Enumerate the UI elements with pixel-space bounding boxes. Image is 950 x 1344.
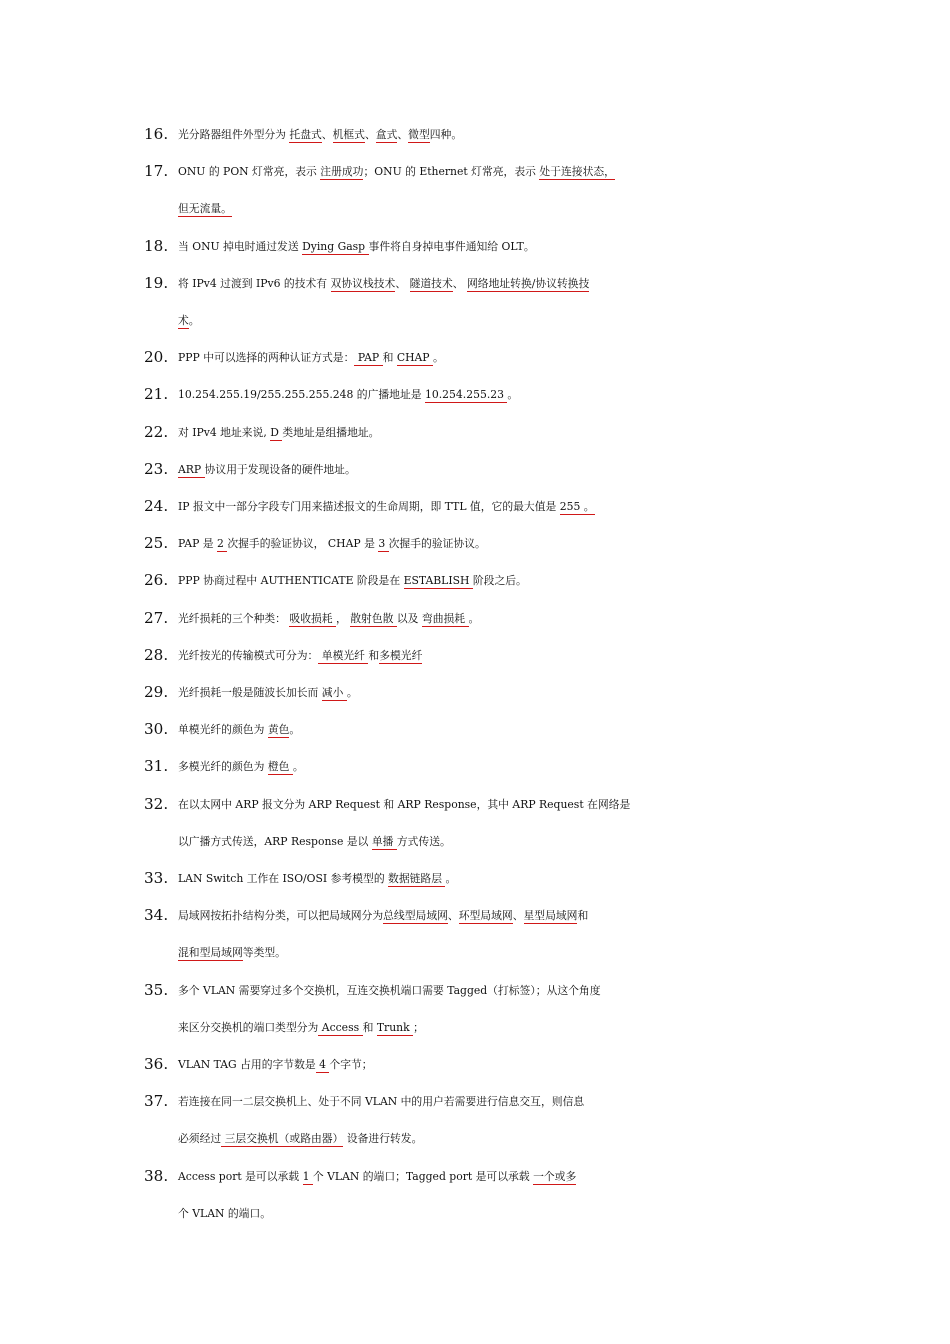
question-number: 20. [144, 348, 169, 367]
answer-blank: 255 。 [559, 500, 595, 514]
question-item [144, 748, 808, 785]
answer-blank: 网络地址转换/协议转换技 [466, 276, 590, 290]
answer-blank: ESTABLISH [403, 574, 473, 588]
question-text: 。 [433, 351, 444, 365]
question-line [144, 376, 808, 413]
answer-blank: 处于连接状态， [539, 165, 615, 179]
question-text: 若连接在同一二层交换机上、处于不同 VLAN 中的用户若需要进行信息交互，则信息 [178, 1095, 585, 1109]
question-text: PAP 是 [178, 537, 217, 551]
question-text: 个字节； [329, 1058, 373, 1072]
question-text: 对 IPv4 地址来说, [178, 425, 271, 439]
question-item [144, 600, 808, 637]
question-text: 和 [577, 909, 589, 923]
question-item [144, 451, 808, 488]
question-number: 28. [144, 645, 169, 664]
question-number: 26. [144, 571, 169, 590]
question-line [144, 600, 808, 637]
question-text: 以广播方式传送，ARP Response 是以 [178, 834, 372, 848]
question-number: 16. [144, 125, 169, 143]
question-item [144, 674, 808, 711]
answer-blank: 1 [302, 1169, 313, 1183]
question-number: 30. [144, 720, 169, 739]
question-number: 19. [144, 273, 169, 292]
question-item [144, 414, 808, 451]
question-item [144, 153, 808, 227]
question-number: 37. [144, 1092, 169, 1111]
question-item [144, 376, 808, 413]
question-number: 24. [144, 497, 169, 516]
question-text: 。 [188, 314, 200, 328]
answer-blank: 星型局域网 [523, 909, 578, 923]
answer-blank: ARP [178, 462, 205, 476]
question-line [144, 860, 808, 897]
question-number: 32. [144, 794, 169, 813]
question-number: 23. [144, 459, 169, 478]
question-number: 17. [144, 162, 169, 181]
question-text: 。 [445, 872, 457, 886]
question-text: 光纤损耗一般是随波长加长而 [178, 686, 322, 700]
question-text: 光纤损耗的三个种类： [178, 611, 290, 625]
question-text: ONU 的 PON 灯常亮，表示 [178, 165, 321, 179]
answer-blank: 散射色散 [350, 611, 397, 625]
question-number: 22. [144, 422, 169, 441]
question-text: 类地址是组播地址。 [282, 425, 380, 439]
question-text: ； [413, 1020, 424, 1034]
question-line [144, 934, 808, 971]
question-text: 、 [395, 276, 410, 290]
question-item [144, 228, 808, 265]
question-item [144, 1083, 808, 1157]
answer-blank: 总线型局域网 [383, 909, 448, 923]
question-item [144, 488, 808, 525]
question-text: PPP 中可以选择的两种认证方式是： [178, 351, 355, 365]
question-line [144, 451, 808, 488]
answer-blank: 机框式 [332, 128, 365, 141]
answer-blank: 盒式 [375, 128, 398, 141]
question-text: 单模光纤的颜色为 [178, 723, 268, 737]
question-line [144, 897, 808, 934]
question-line [144, 525, 808, 562]
question-text: 多个 VLAN 需要穿过多个交换机，互连交换机端口需要 Tagged（打标签）；从这个角度 [178, 983, 601, 997]
answer-blank: 单模光纤 [318, 648, 369, 662]
answer-blank: 10.254.255.23 [425, 388, 508, 402]
question-line [144, 228, 808, 265]
question-text: 协议用于发现设备的硬件地址。 [204, 462, 356, 476]
question-item [144, 1158, 808, 1232]
question-text: 必须经过 [178, 1132, 222, 1146]
answer-blank: 橙色 [267, 760, 293, 774]
question-line [144, 1120, 808, 1157]
answer-blank: 3 [378, 537, 389, 551]
question-text: 在以太网中 ARP 报文分为 ARP Request 和 ARP Response，其中 ARP Request 在网络是 [178, 797, 631, 811]
question-line [144, 972, 808, 1009]
answer-blank: 但无流量。 [178, 202, 232, 216]
question-text: 次握手的验证协议。 [388, 537, 486, 551]
question-text: 方式传送。 [396, 834, 451, 848]
question-item [144, 525, 808, 562]
question-line [144, 488, 808, 525]
answer-blank: Dying Gasp [302, 239, 369, 253]
answer-blank: 4 [315, 1058, 330, 1072]
question-text: 。 [507, 388, 519, 402]
question-line [144, 711, 808, 748]
question-text: 等类型。 [242, 946, 286, 960]
question-line [144, 190, 808, 227]
question-text: 个 VLAN 的端口；Tagged port 是可以承载 [312, 1169, 534, 1183]
question-item [144, 972, 808, 1046]
answer-blank: 一个或多 [533, 1169, 577, 1183]
question-number: 35. [144, 980, 169, 999]
answer-blank: Trunk [376, 1020, 414, 1034]
question-number: 21. [144, 385, 169, 404]
question-text: LAN Switch 工作在 ISO/OSI 参考模型的 [178, 872, 389, 886]
question-text: 和 [368, 648, 380, 662]
question-text: 。 [346, 686, 358, 700]
question-text: 、 [452, 276, 467, 290]
question-item [144, 265, 808, 339]
answer-blank: PAP [354, 351, 383, 365]
question-item [144, 860, 808, 897]
question-item [144, 1046, 808, 1083]
answer-blank: Access [318, 1020, 363, 1034]
answer-blank: 吸收损耗 [289, 611, 337, 625]
answer-blank: 双协议栈技术 [330, 276, 396, 290]
question-text: 10.254.255.19/255.255.255.248 的广播地址是 [178, 388, 425, 402]
question-text: IP 报文中一部分字段专门用来描述报文的生命周期，即 TTL 值，它的最大值是 [178, 500, 560, 514]
answer-blank: 混和型局域网 [178, 946, 243, 960]
answer-blank: 数据链路层 [388, 872, 446, 886]
question-line [144, 1158, 808, 1195]
question-text: 以及 [396, 611, 422, 625]
question-item [144, 339, 808, 376]
question-line [144, 153, 808, 190]
question-item [144, 711, 808, 748]
question-number: 27. [144, 608, 169, 627]
answer-blank: 2 [217, 537, 228, 551]
question-text: PPP 协商过程中 AUTHENTICATE 阶段是在 [178, 574, 404, 588]
answer-blank: 托盘式 [289, 128, 322, 141]
question-line [144, 1195, 808, 1232]
question-item [144, 637, 808, 674]
question-number: 31. [144, 757, 169, 776]
answer-blank: 微型 [408, 128, 430, 141]
question-line [144, 786, 808, 823]
question-line [144, 116, 808, 153]
question-text: Access port 是可以承载 [178, 1169, 303, 1183]
question-line [144, 414, 808, 451]
question-text: 四种。 [429, 128, 463, 141]
answer-blank: 单播 [371, 834, 397, 848]
question-text: 局域网按拓扑结构分类，可以把局域网分为 [178, 909, 384, 923]
answer-blank: 术 [178, 314, 189, 328]
question-line [144, 637, 808, 674]
question-number: 36. [144, 1055, 169, 1074]
question-line [144, 339, 808, 376]
question-line [144, 823, 808, 860]
question-text: VLAN TAG 占用的字节数是 [178, 1058, 316, 1072]
answer-blank: CHAP [396, 351, 433, 365]
question-text: 和 [362, 1020, 377, 1034]
question-number: 33. [144, 869, 169, 888]
question-number: 34. [144, 906, 169, 925]
answer-blank: 注册成功 [320, 165, 364, 179]
question-text: 、 [397, 128, 409, 141]
question-item [144, 116, 808, 153]
question-number: 38. [144, 1166, 169, 1185]
answer-blank: 环型局域网 [458, 909, 513, 923]
question-text: ， [336, 611, 351, 625]
question-item [144, 786, 808, 860]
question-text: 次握手的验证协议， CHAP 是 [227, 537, 379, 551]
question-text: 。 [468, 611, 480, 625]
question-item [144, 562, 808, 599]
question-text: 阶段之后。 [472, 574, 527, 588]
question-text: 光纤按光的传输模式可分为： [178, 648, 319, 662]
answer-blank: 多模光纤 [379, 648, 423, 662]
question-text: 。 [292, 760, 304, 774]
question-text: 、 [364, 128, 376, 141]
answer-blank: 三层交换机（或路由器） [221, 1132, 344, 1146]
question-number: 25. [144, 534, 169, 553]
question-text: 和 [382, 351, 397, 365]
answer-blank: 弯曲损耗 [421, 611, 469, 625]
question-text: 。 [289, 723, 301, 737]
question-line [144, 674, 808, 711]
question-text: 来区分交换机的端口类型分为 [178, 1020, 319, 1034]
question-text: 多模光纤的颜色为 [178, 760, 268, 774]
question-text: 事件将自身掉电事件通知给 OLT。 [368, 239, 535, 253]
question-line [144, 562, 808, 599]
question-line [144, 265, 808, 302]
question-text: 、 [321, 128, 333, 141]
answer-blank: 减小 [321, 686, 347, 700]
question-line [144, 1083, 808, 1120]
question-number: 18. [144, 236, 169, 255]
exam-answer-list [0, 116, 950, 1232]
question-text: 将 IPv4 过渡到 IPv6 的技术有 [178, 276, 331, 290]
answer-blank: 隧道技术 [409, 276, 453, 290]
question-line [144, 302, 808, 339]
question-line [144, 1009, 808, 1046]
answer-blank: D [270, 425, 283, 439]
question-text: ；ONU 的 Ethernet 灯常亮，表示 [363, 165, 540, 179]
question-text: 设备进行转发。 [343, 1132, 423, 1146]
question-line [144, 1046, 808, 1083]
question-text: 当 ONU 掉电时通过发送 [178, 239, 303, 253]
question-number: 29. [144, 683, 169, 702]
question-text: 光分路器组件外型分为 [178, 128, 290, 141]
question-item [144, 897, 808, 971]
question-line [144, 748, 808, 785]
question-text: 、 [512, 909, 524, 923]
question-text: 个 VLAN 的端口。 [178, 1206, 272, 1220]
answer-blank: 黄色 [267, 723, 290, 737]
question-text: 、 [447, 909, 459, 923]
